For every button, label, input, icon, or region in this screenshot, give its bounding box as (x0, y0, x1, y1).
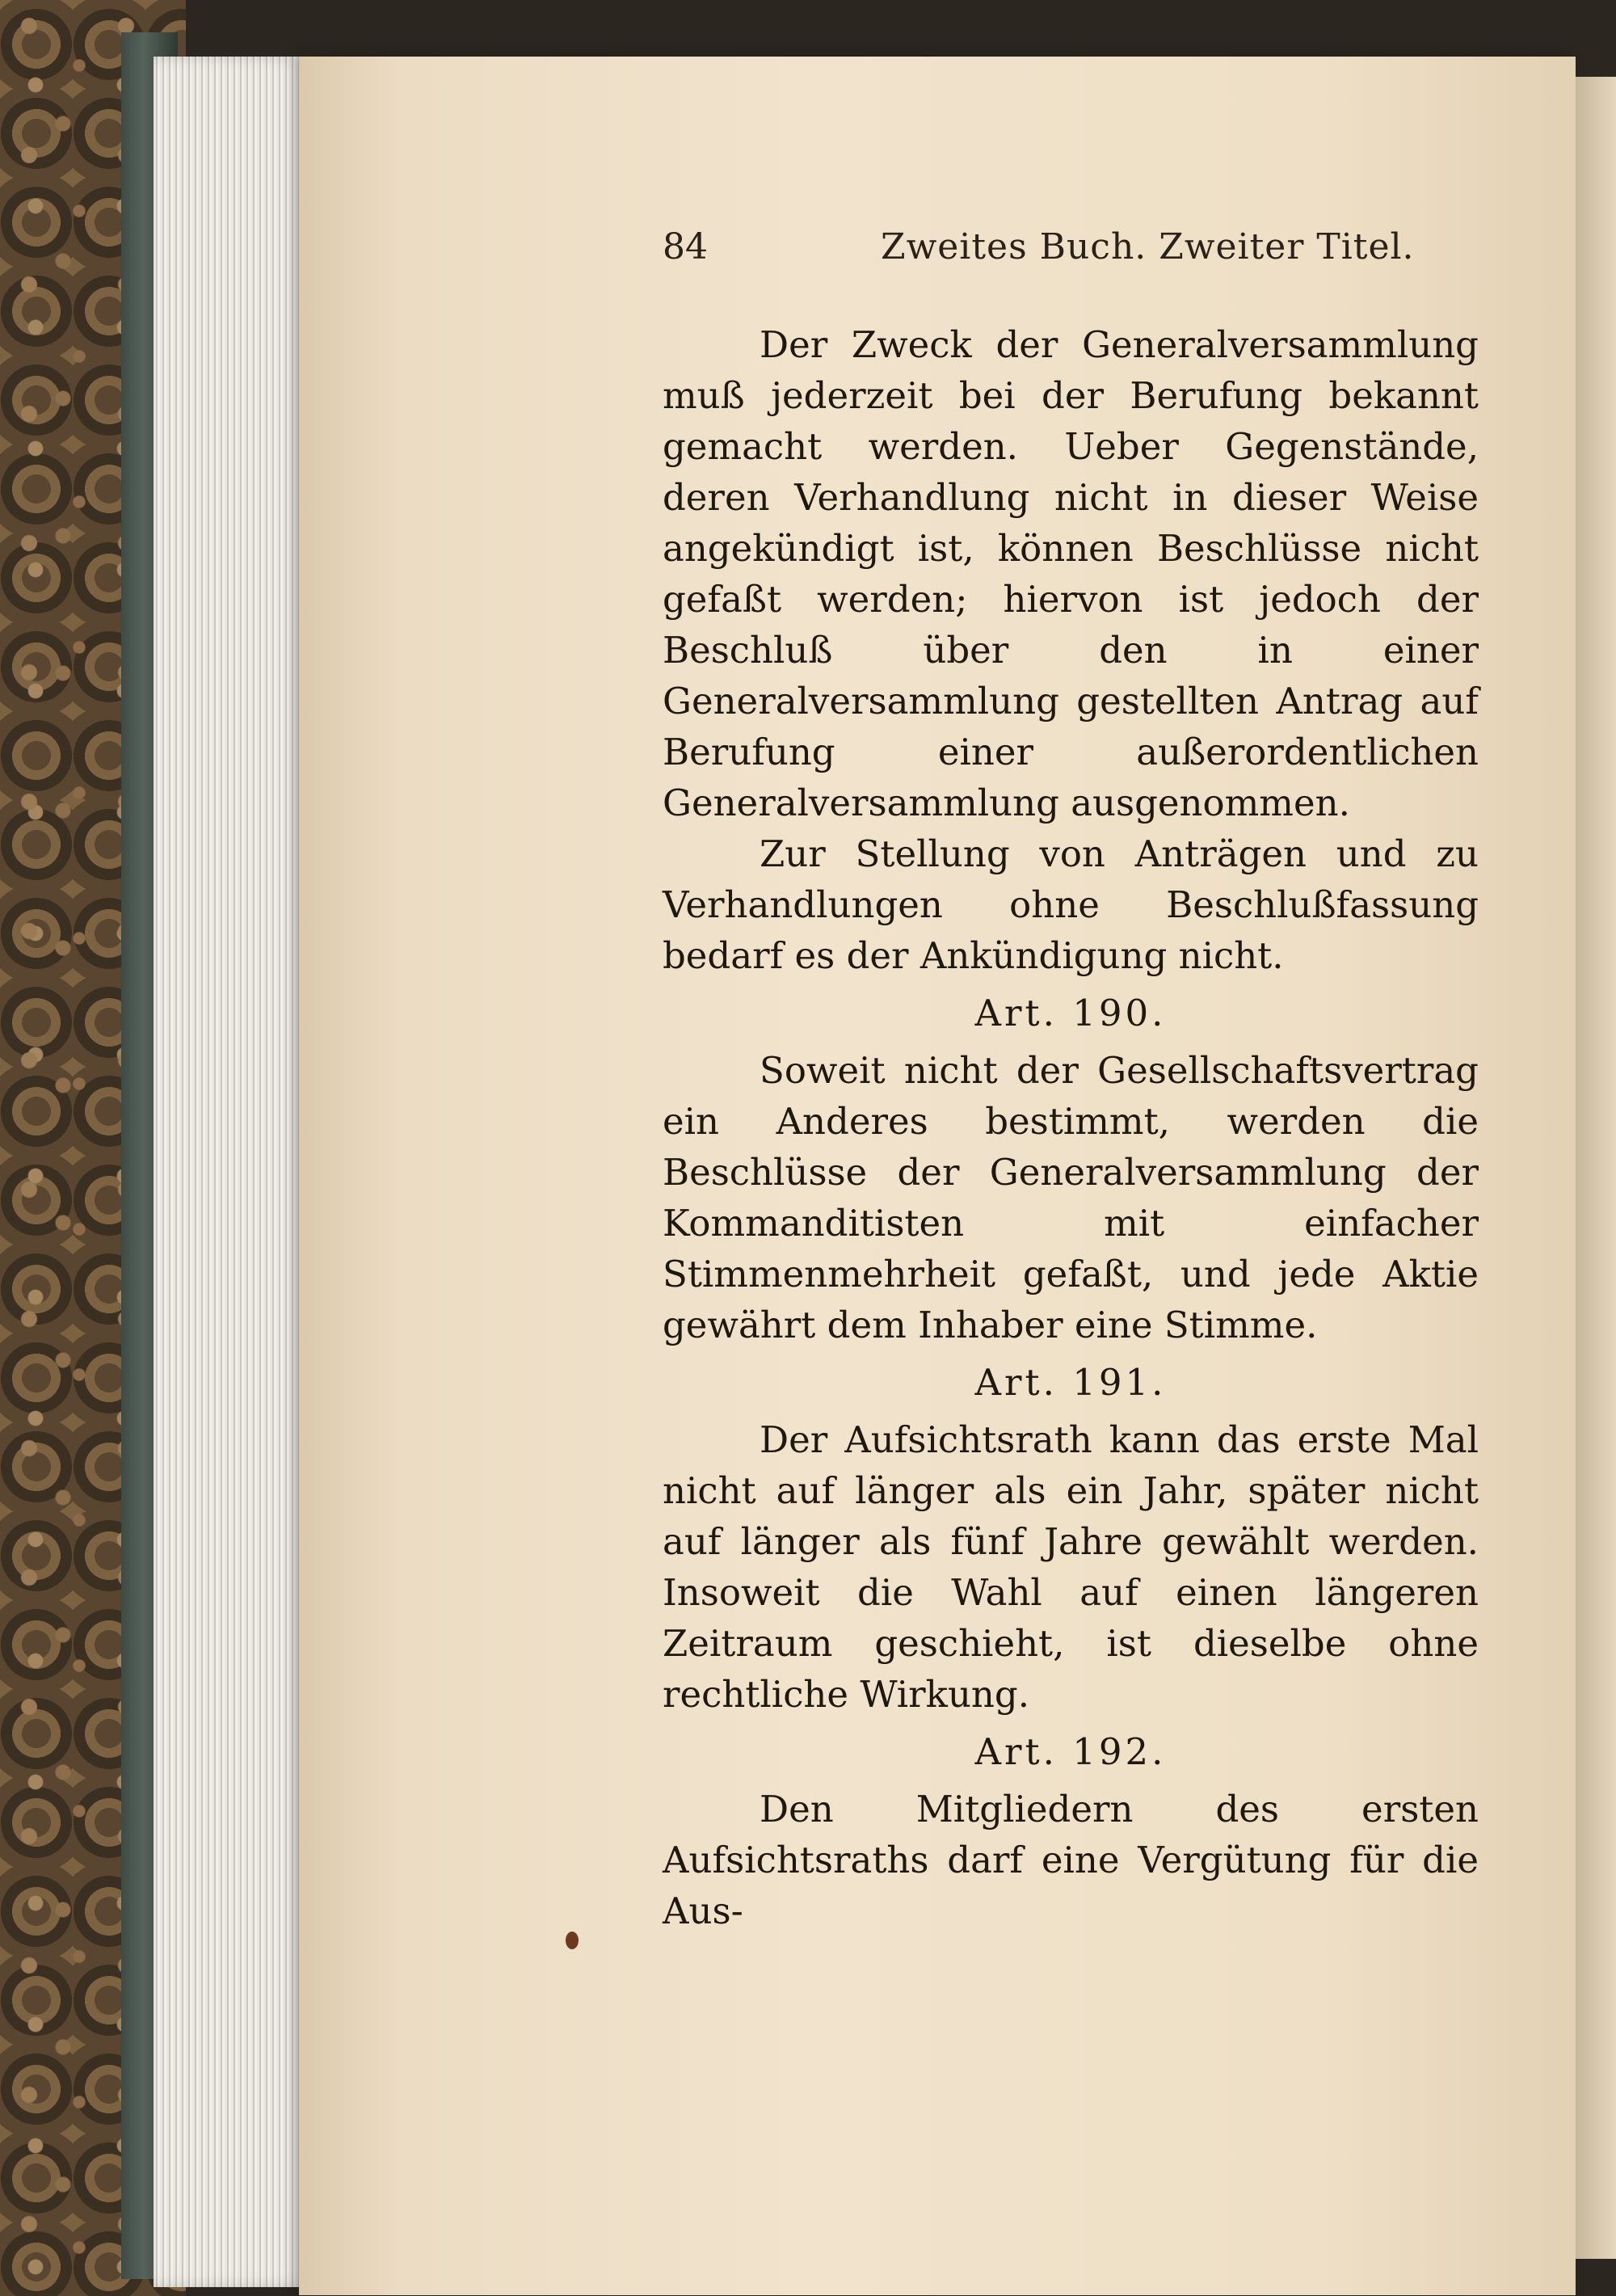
page-text (663, 319, 1479, 1936)
page-edges (154, 57, 315, 2287)
article-192-text: Den Mitgliedern des ersten Aufsichtsraths darf eine Vergütung für die Aus- (663, 1788, 1479, 1932)
page-number: 84 (663, 226, 708, 268)
ink-spot (566, 1932, 579, 1949)
paragraph-motions: Zur Stellung von Anträgen und zu Verhandlungen ohne Beschlußfassung bedarf es der Ankündigung nicht. (663, 832, 1479, 977)
article-190-text: Soweit nicht der Gesellschaftsvertrag ein Anderes bestimmt, werden die Beschlüsse der Generalversammlung der Kommanditisten mit einfacher Stimmenmehrheit gefaßt, und jede Aktie gewährt dem Inhaber eine Stimme. (663, 1049, 1479, 1346)
article-191-text: Der Aufsichtsrath kann das erste Mal nicht auf länger als ein Jahr, später nicht auf länger als fünf Jahre gewählt werden. Insoweit die Wahl auf einen längeren Zeitraum geschieht, ist dieselbe ohne rechtliche Wirkung. (663, 1418, 1479, 1716)
article-190-heading: Art. 190. (974, 992, 1167, 1034)
running-title: Zweites Buch. Zweiter Titel. (881, 226, 1415, 268)
article-192-heading: Art. 192. (974, 1730, 1167, 1773)
article-191-heading: Art. 191. (974, 1361, 1167, 1404)
page-header (356, 226, 1543, 275)
facing-page-edge (1576, 77, 1616, 2259)
paragraph-general-assembly-purpose: Der Zweck der Generalversammlung muß jederzeit bei der Berufung bekannt gemacht werden. Ueber Gegenstände, deren Verhandlung nicht in dieser Weise angekündigt ist, können Beschlüsse nicht gefaßt werden; hiervon ist jedoch der Beschluß über den in einer Generalversammlung gestellten Antrag auf Berufung einer außerordentlichen Generalversammlung ausgenommen. (663, 323, 1479, 824)
